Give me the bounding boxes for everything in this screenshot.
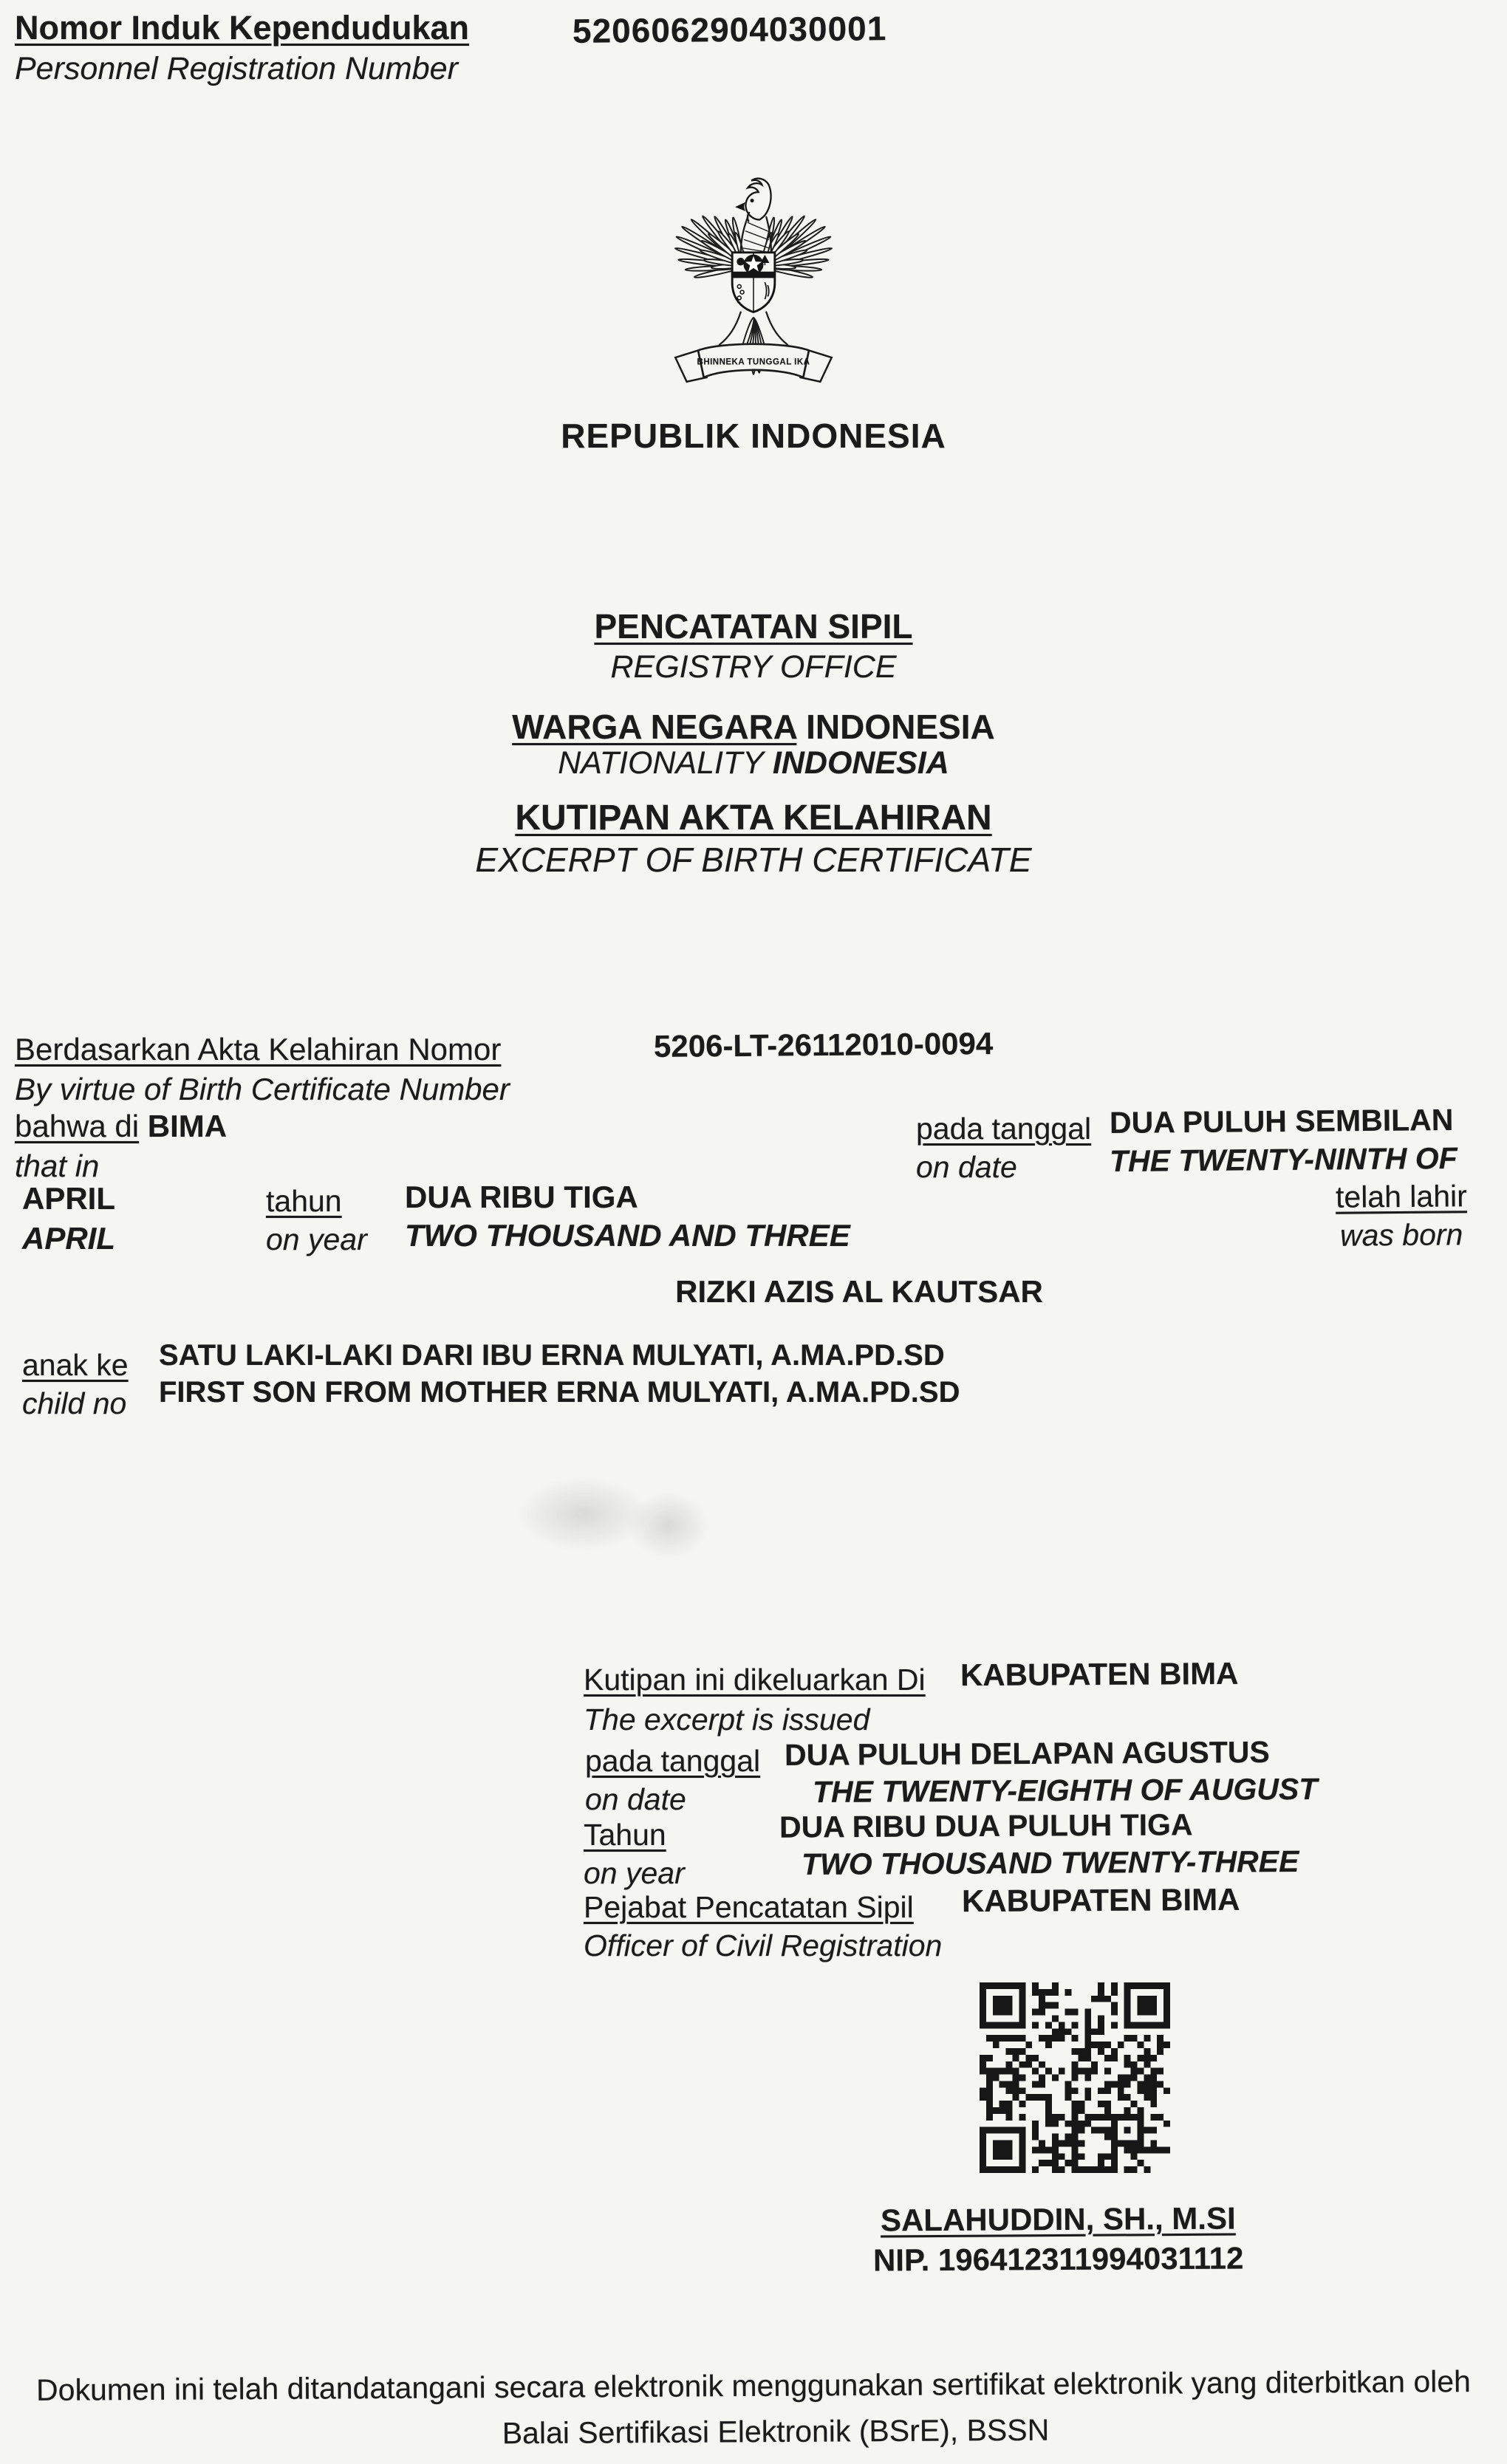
nationality-line-en — [0, 746, 1507, 780]
born-label-id: telah lahir — [1336, 1179, 1468, 1214]
signatory-nip: NIP. 196412311994031112 — [872, 2240, 1244, 2278]
birth-place-label-en: that in — [15, 1149, 100, 1183]
basis-label-id: Berdasarkan Akta Kelahiran Nomor — [15, 1032, 502, 1067]
nik-value: 5206062904030001 — [572, 9, 887, 50]
qr-code — [980, 1982, 1170, 2173]
birth-year-label-id: tahun — [266, 1184, 342, 1218]
emblem-banner — [675, 344, 832, 382]
birth-year-label-en: on year — [266, 1222, 367, 1256]
child-desc-id: SATU LAKI-LAKI DARI IBU ERNA MULYATI, A.MA.PD.SD — [159, 1339, 945, 1372]
issued-label-en: The excerpt is issued — [584, 1702, 870, 1736]
signatory-name: SALAHUDDIN, SH., M.SI — [880, 2200, 1236, 2238]
birth-place-value: BIMA — [147, 1109, 228, 1143]
basis-label-en: By virtue of Birth Certificate Number — [15, 1072, 510, 1106]
office-title-id: PENCATATAN SIPIL — [594, 607, 913, 646]
emblem-banner-text: BHINNEKA TUNGGAL IKA — [697, 357, 810, 367]
issue-year-label-en: on year — [584, 1856, 685, 1890]
nationality-line-id — [0, 709, 1507, 746]
footer-line2: Balai Sertifikasi Elektronik (BSrE), BSSN — [502, 2412, 1050, 2451]
office-title-en: REGISTRY OFFICE — [610, 649, 897, 685]
birth-date-label-en: on date — [916, 1150, 1017, 1184]
doc-title-en: EXCERPT OF BIRTH CERTIFICATE — [475, 841, 1032, 879]
nationality-value-id: INDONESIA — [806, 708, 995, 746]
nationality-value-en: INDONESIA — [772, 745, 949, 781]
birth-month-en: APRIL — [22, 1221, 115, 1256]
child-order-label-en: child no — [22, 1386, 127, 1420]
officer-label-en: Officer of Civil Registration — [584, 1929, 943, 1962]
garuda-pancasila-emblem — [661, 174, 846, 397]
birth-date-value-id: DUA PULUH SEMBILAN — [1109, 1102, 1454, 1140]
nik-label-en: Personnel Registration Number — [15, 51, 458, 86]
nationality-label-en: NATIONALITY — [558, 745, 764, 781]
issued-place: KABUPATEN BIMA — [960, 1655, 1239, 1693]
born-label-en: was born — [1339, 1217, 1463, 1253]
nationality-label-id: WARGA NEGARA — [512, 708, 797, 746]
child-desc-en: FIRST SON FROM MOTHER ERNA MULYATI, A.MA.PD.SD — [159, 1376, 960, 1409]
officer-place: KABUPATEN BIMA — [961, 1881, 1240, 1919]
officer-label-id: Pejabat Pencatatan Sipil — [584, 1890, 914, 1924]
birth-date-value-en: THE TWENTY-NINTH OF — [1109, 1140, 1458, 1179]
issue-date-value-en: THE TWENTY-EIGHTH OF AUGUST — [812, 1771, 1318, 1810]
child-order-label-id: anak ke — [22, 1348, 129, 1382]
issue-year-label-id: Tahun — [584, 1818, 666, 1852]
birth-year-value-id: DUA RIBU TIGA — [405, 1180, 638, 1214]
country-title: REPUBLIK INDONESIA — [561, 417, 946, 455]
child-name: RIZKI AZIS AL KAUTSAR — [675, 1274, 1043, 1309]
birth-place-line — [15, 1109, 227, 1143]
nik-label-id: Nomor Induk Kependudukan — [15, 9, 470, 47]
issue-year-value-en: TWO THOUSAND TWENTY-THREE — [801, 1844, 1299, 1882]
garuda-pancasila-icon — [661, 174, 846, 396]
pancasila-shield — [732, 253, 775, 312]
footer-line1: Dokumen ini telah ditandatangani secara elektronik menggunakan sertifikat elektronik yang diterbitkan oleh — [35, 2364, 1472, 2407]
birth-month-id: APRIL — [22, 1181, 115, 1216]
scan-smudge — [628, 1492, 709, 1558]
certificate-number: 5206-LT-26112010-0094 — [653, 1025, 994, 1064]
doc-title-id: KUTIPAN AKTA KELAHIRAN — [515, 798, 992, 838]
issued-label-id: Kutipan ini dikeluarkan Di — [584, 1663, 926, 1697]
issue-date-value-id: DUA PULUH DELAPAN AGUSTUS — [784, 1734, 1270, 1773]
birth-place-label-id: bahwa di — [15, 1109, 140, 1143]
birth-year-value-en: TWO THOUSAND AND THREE — [405, 1218, 850, 1253]
issue-date-label-en: on date — [585, 1782, 686, 1816]
issue-year-value-id: DUA RIBU DUA PULUH TIGA — [779, 1807, 1193, 1844]
issue-date-label-id: pada tanggal — [585, 1744, 761, 1778]
garuda-head — [735, 179, 771, 222]
birth-date-label-id: pada tanggal — [916, 1112, 1092, 1146]
